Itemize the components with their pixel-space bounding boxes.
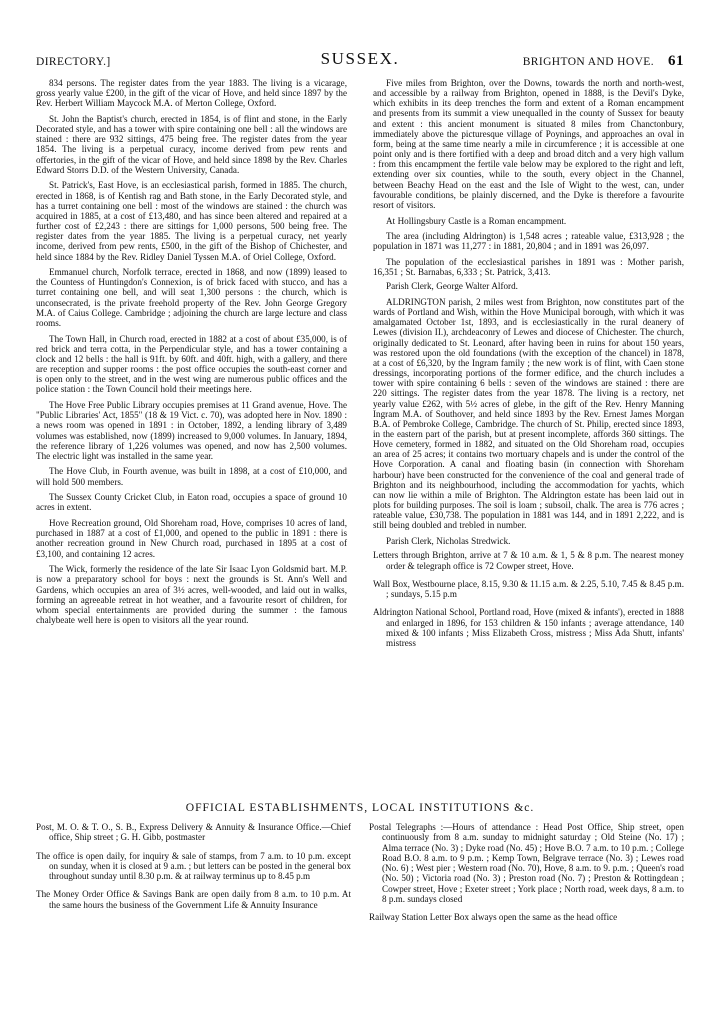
running-head-county: SUSSEX. xyxy=(320,49,400,68)
running-head-left: DIRECTORY.] xyxy=(36,56,111,68)
official-columns xyxy=(36,822,684,923)
official-entry: Post, M. O. & T. O., S. B., Express Delivery & Annuity & Insurance Office.—Chief office, Ship street ; G. H. Gibb, postmaster xyxy=(36,822,351,843)
paragraph: The Sussex County Cricket Club, in Eaton road, occupies a space of ground 10 acres in extent. xyxy=(36,492,347,513)
postal-entry: Letters through Brighton, arrive at 7 & 10 a.m. & 1, 5 & 8 p.m. The nearest money order & telegraph office is 72 Cowper street, Hove. xyxy=(373,550,684,571)
official-entry: The office is open daily, for inquiry & sale of stamps, from 7 a.m. to 10 p.m. except on sunday, when it is closed at 9 a.m. ; but letters can be posted in the general box throughout sunday until 8.30 p.m. & at railway terminus up to 8.45 p.m xyxy=(36,850,351,882)
official-left-column xyxy=(36,822,351,923)
official-entry: The Money Order Office & Savings Bank are open daily from 8 a.m. to 10 p.m. At the same hours the business of the Government Life & Annuity Insurance xyxy=(36,889,351,910)
paragraph: 834 persons. The register dates from the year 1883. The living is a vicarage, gross yearly value £200, in the gift of the vicar of Hove, and held since 1897 by the Rev. Herbert William Maycock M.A. of Merton College, Oxford. xyxy=(36,78,347,109)
paragraph: The Wick, formerly the residence of the late Sir Isaac Lyon Goldsmid bart. M.P. is now a preparatory school for boys : next the grounds is St. Ann's Well and Gardens, which occupies an area of 3½ acres, well-wooded, and laid out in walks, forming an agreeable retreat in hot weather, and a favourite resort of children, for whom special entertainments are provided during the summer : the famous chalybeate well here is open to visitors all the year round. xyxy=(36,564,347,625)
paragraph: St. John the Baptist's church, erected in 1854, is of flint and stone, in the Early Decorated style, and has a tower with spire containing one bell : all the windows are stained : there are 932 sittings, 475 being free. The register dates from the year 1854. The living is a perpetual curacy, income derived from pew rents and offertories, in the gift of the vicar of Hove, and held since 1898 by the Rev. Charles Edward Storrs D.D. of the Western University, Canada. xyxy=(36,113,347,175)
paragraph: The population of the ecclesiastical parishes in 1891 was : Mother parish, 16,351 ; St. Barnabas, 6,333 ; St. Patrick, 3,413. xyxy=(373,257,684,278)
school-entry: Aldrington National School, Portland road, Hove (mixed & infants'), erected in 1888 and enlarged in 1896, for 153 children & 150 infants ; average attendance, 140 mixed & 100 infants ; Miss Elizabeth Cross, mistress ; Miss Ada Shutt, infants' mistress xyxy=(373,607,684,649)
right-column xyxy=(369,78,684,649)
postal-entry: Wall Box, Westbourne place, 8.15, 9.30 & 11.15 a.m. & 2.25, 5.10, 7.45 & 8.45 p.m. ; sundays, 5.15 p.m xyxy=(373,578,684,600)
official-right-column xyxy=(369,822,684,923)
official-entry: Railway Station Letter Box always open the same as the head office xyxy=(369,912,618,923)
paragraph: Hove Recreation ground, Old Shoreham road, Hove, comprises 10 acres of land, purchased in 1887 at a cost of £1,000, and opened to the public in 1891 : there is another recreation ground in New Church road, purchased in 1895 at a cost of £3,100, and containing 12 acres. xyxy=(36,518,347,559)
running-head xyxy=(36,49,684,71)
paragraph: Emmanuel church, Norfolk terrace, erected in 1868, and now (1899) leased to the Countess of Huntingdon's Connexion, is of brick faced with stucco, and has a turret containing one bell, and will seat 1,300 persons : the church, which is unconsecrated, is the private freehold property of the Rev. John George Gregory M.A. of Caius College. Cambridge ; adjoining the church are large lecture and class rooms. xyxy=(36,267,347,328)
left-column xyxy=(36,78,351,649)
body-columns xyxy=(36,78,684,649)
paragraph: Five miles from Brighton, over the Downs, towards the north and north-west, and accessible by a railway from Brighton, opened in 1888, is the Devil's Dyke, which exhibits in its deep trenches the form and extent of a Roman encampment and presents from its summit a view unequalled in the county of Sussex for beauty and extent : this ancient monument is situated 8 miles from Chanctonbury, immediately above the picturesque village of Poynings, and approaches an oval in form, being at the same time nearly a mile in circumference ; it is accessible at one point only and is there fortified with a deep and broad ditch and a very high vallum : from this encampment the fertile vale below may be explored to the right and left, extending over six counties, while to the south, every object in the Channel, between Beachy Head on the east and the Isle of Wight to the west, can, under favourable conditions, be plainly discerned, and the Dyke is therefore a favourite resort of visitors. xyxy=(373,78,684,210)
official-entry: Postal Telegraphs :—Hours of attendance : Head Post Office, Ship street, open continuously from 8 a.m. sunday to midnight saturday ; Old Steine (No. 17) ; Alma terrace (No. 3) ; Dyke road (No. 45) ; Hove B.O. 7 a.m. to 10 p.m. ; College Road B.O. 8 a.m. to 9 p.m. ; Kemp Town, Belgrave terrace (No. 3) ; Lewes road (No. 6) ; West pier ; Western road (No. 70), Hove, 8 a.m. to 9. p.m. ; Queen's road (No. 50) ; Victoria road (No. 3) ; Preston road (No. 7) ; Preston & Rottingdean ; Cowper street, Hove ; Exeter street ; York place ; North road, week days, 8 a.m. to 8 p.m. sundays closed xyxy=(369,822,684,905)
paragraph-aldrington: ALDRINGTON parish, 2 miles west from Brighton, now constitutes part of the wards of Portland and Wish, within the Hove Municipal borough, with which it was amalgamated October 1st, 1893, and is ecclesiastically in the rural deanery of Lewes (division II.), archdeaconry of Lewes and diocese of Chichester. The church, originally dedicated to St. Leonard, after having been in ruins for about 150 years, was restored upon the old foundations (with the exception of the chancel) in 1878, at a cost of £6,320, by the Ingram family ; the new work is of flint, with Caen stone dressings, incorporating portions of the former edifice, and the church includes a tower with spire containing 6 bells : seven of the windows are stained : there are 220 sittings. The register dates from the year 1878. The living is a rectory, net yearly value £262, with 5½ acres of glebe, in the gift of the Rev. Henry Manning Ingram M.A. of Southover, and held since 1893 by the Rev. Ernest James Morgan B.A. of Pembroke College, Cambridge. The church of St. Philip, erected since 1893, in the eastern part of the parish, but at present incomplete, affords 360 sittings. The Hove cemetery, formed in 1882, and situated on the Old Shoreham road, occupies an area of 25 acres; it contains two mortuary chapels and is under the control of the Hove Corporation. A canal and floating basin (in connection with Shoreham harbour) have been constructed for the convenience of the coal and general trade of Brighton and its neighbourhood, including the accommodation for yachts, which can now lie within a mile of Brighton. The Aldrington estate has been laid out in plots for building purposes. The soil is loam ; subsoil, chalk. The area is 776 acres ; rateable value, £30,738. The population in 1881 was 144, and in 1891 2,222, and is still being doubled and trebled in number. xyxy=(373,296,684,531)
paragraph: The Hove Free Public Library occupies premises at 11 Grand avenue, Hove. The "Public Libraries' Act, 1855" (18 & 19 Vict. c. 70), was adopted here in Nov. 1890 : a news room was opened in 1891 : in October, 1892, a lending library of 3,489 volumes was established, now (1899) increased to 9,000 volumes. In January, 1894, the reference library of 1,226 volumes was opened, and now has 2,500 volumes. The electric light was installed in the same year. xyxy=(36,400,347,461)
section-heading: OFFICIAL ESTABLISHMENTS, LOCAL INSTITUTIONS &c. xyxy=(185,801,535,814)
parish-clerk-aldrington: Parish Clerk, Nicholas Stredwick. xyxy=(386,536,511,547)
parish-clerk-brighton: Parish Clerk, George Walter Alford. xyxy=(386,281,518,292)
page-number: 61 xyxy=(668,53,684,69)
paragraph: The Town Hall, in Church road, erected in 1882 at a cost of about £35,000, is of red brick and terra cotta, in the Perpendicular style, and has a tower containing a clock and 12 bells : the hall is 91ft. by 60ft. and 40ft. high, with a gallery, and there are reception and supper rooms : the post office occupies the south-east corner and is open only to the street, and in the west wing are numerous public offices and the police station : the Town Council hold their meetings here. xyxy=(36,333,347,395)
paragraph: At Hollingsbury Castle is a Roman encampment. xyxy=(386,215,567,226)
running-head-place: BRIGHTON AND HOVE. xyxy=(522,56,654,68)
paragraph: St. Patrick's, East Hove, is an ecclesiastical parish, formed in 1885. The church, erected in 1868, is of Kentish rag and Bath stone, in the Early Decorated style, and has a turret containing one bell : most of the windows are stained : the church was acquired in 1885, at a cost of £13,480, and has since been altered and repaired at a further cost of £2,243 : there are sittings for 1,000 persons, 500 being free. The register dates from the year 1885. The living is a perpetual curacy, net yearly income, derived from pew rents, £500, in the gift of the Bishop of Chichester, and held since 1884 by the Rev. Ridley Daniel Tyssen M.A. of Oriel College, Oxford. xyxy=(36,180,347,262)
paragraph: The Hove Club, in Fourth avenue, was built in 1898, at a cost of £10,000, and will hold 500 members. xyxy=(36,466,347,487)
paragraph: The area (including Aldrington) is 1,548 acres ; rateable value, £313,928 ; the population in 1871 was 11,277 : in 1881, 20,804 ; and in 1891 was 26,097. xyxy=(373,231,684,252)
